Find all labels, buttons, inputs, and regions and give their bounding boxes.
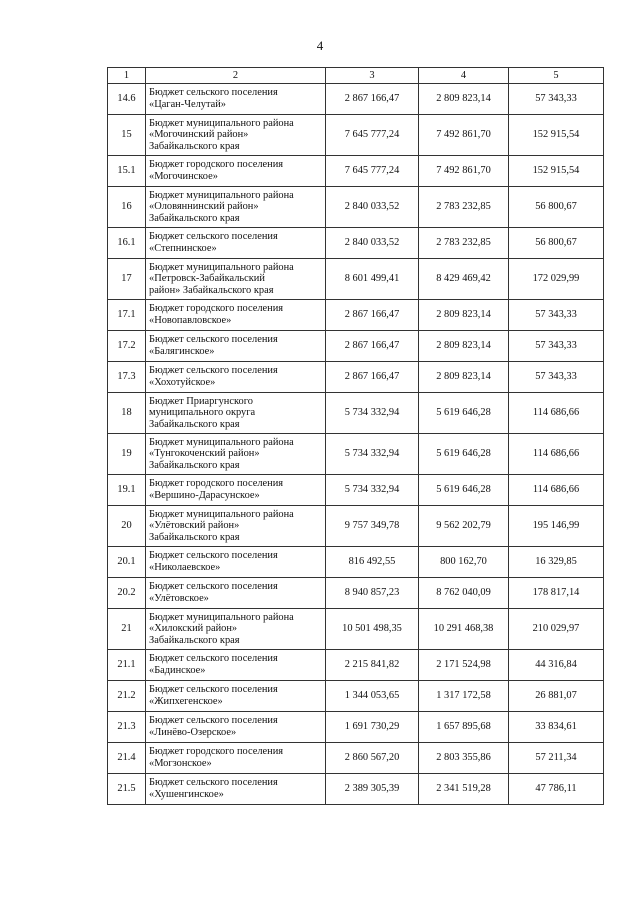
value-col-3: 2 840 033,52 xyxy=(326,187,419,228)
row-number: 17.1 xyxy=(108,300,146,331)
budget-name xyxy=(146,84,326,115)
budget-name xyxy=(146,547,326,578)
row-number: 19.1 xyxy=(108,475,146,506)
budget-name-line: «Балягинское» xyxy=(149,346,215,357)
value-col-3: 1 344 053,65 xyxy=(326,681,419,712)
budget-name-line: Бюджет муниципального района xyxy=(149,508,294,520)
budget-name-line: муниципального округа xyxy=(149,407,256,419)
value-col-5: 178 817,14 xyxy=(509,578,604,609)
budget-name-line: Бюджет сельского поселения xyxy=(149,334,278,346)
budget-table xyxy=(107,67,604,805)
value-col-3: 9 757 349,78 xyxy=(326,506,419,547)
row-number: 17 xyxy=(108,259,146,300)
row-number: 14.6 xyxy=(108,84,146,115)
value-col-3: 1 691 730,29 xyxy=(326,712,419,743)
budget-name-line: «Хушенгинское» xyxy=(149,789,224,800)
value-col-5: 114 686,66 xyxy=(509,434,604,475)
table-row xyxy=(108,115,604,156)
budget-name xyxy=(146,259,326,300)
table-row xyxy=(108,228,604,259)
value-col-5: 57 343,33 xyxy=(509,84,604,115)
budget-name xyxy=(146,650,326,681)
value-col-4: 8 429 469,42 xyxy=(419,259,509,300)
value-col-3: 5 734 332,94 xyxy=(326,393,419,434)
budget-name xyxy=(146,331,326,362)
value-col-5: 33 834,61 xyxy=(509,712,604,743)
budget-name-line: «Хилокский район» xyxy=(149,623,238,635)
value-col-3: 2 867 166,47 xyxy=(326,84,419,115)
header-col-4: 4 xyxy=(419,68,509,84)
row-number: 15 xyxy=(108,115,146,156)
value-col-5: 152 915,54 xyxy=(509,115,604,156)
value-col-4: 7 492 861,70 xyxy=(419,115,509,156)
budget-name xyxy=(146,475,326,506)
value-col-5: 56 800,67 xyxy=(509,187,604,228)
value-col-5: 57 211,34 xyxy=(509,743,604,774)
table-row xyxy=(108,156,604,187)
row-number: 20.1 xyxy=(108,547,146,578)
value-col-5: 26 881,07 xyxy=(509,681,604,712)
value-col-4: 8 762 040,09 xyxy=(419,578,509,609)
value-col-3: 7 645 777,24 xyxy=(326,156,419,187)
value-col-5: 44 316,84 xyxy=(509,650,604,681)
row-number: 21.1 xyxy=(108,650,146,681)
table-row xyxy=(108,506,604,547)
value-col-4: 1 657 895,68 xyxy=(419,712,509,743)
budget-name-line: Бюджет сельского поселения xyxy=(149,653,278,665)
row-number: 21 xyxy=(108,609,146,650)
budget-name-line: Забайкальского края xyxy=(149,418,240,430)
value-col-3: 7 645 777,24 xyxy=(326,115,419,156)
budget-name-line: Бюджет городского поселения xyxy=(149,478,284,490)
budget-name-line: Бюджет городского поселения xyxy=(149,159,284,171)
budget-name-line: Бюджет муниципального района xyxy=(149,189,294,201)
value-col-4: 2 803 355,86 xyxy=(419,743,509,774)
value-col-4: 2 783 232,85 xyxy=(419,228,509,259)
budget-name-line: Бюджет муниципального района xyxy=(149,117,294,129)
value-col-4: 2 171 524,98 xyxy=(419,650,509,681)
row-number: 19 xyxy=(108,434,146,475)
header-col-1: 1 xyxy=(108,68,146,84)
value-col-4: 2 809 823,14 xyxy=(419,84,509,115)
value-col-3: 2 840 033,52 xyxy=(326,228,419,259)
value-col-3: 2 867 166,47 xyxy=(326,300,419,331)
table-row xyxy=(108,475,604,506)
value-col-3: 816 492,55 xyxy=(326,547,419,578)
budget-name-line: Бюджет сельского поселения xyxy=(149,231,278,243)
value-col-4: 9 562 202,79 xyxy=(419,506,509,547)
budget-name xyxy=(146,434,326,475)
value-col-4: 2 809 823,14 xyxy=(419,362,509,393)
value-col-4: 5 619 646,28 xyxy=(419,393,509,434)
table-row xyxy=(108,547,604,578)
budget-name-line: Забайкальского края xyxy=(149,531,240,543)
budget-name xyxy=(146,228,326,259)
budget-name-line: «Могочинское» xyxy=(149,171,218,182)
budget-name-line: «Улётовское» xyxy=(149,593,209,604)
row-number: 21.4 xyxy=(108,743,146,774)
page-number: 4 xyxy=(316,38,324,53)
table-row xyxy=(108,331,604,362)
value-col-5: 47 786,11 xyxy=(509,774,604,805)
budget-name-line: Бюджет сельского поселения xyxy=(149,581,278,593)
budget-name-line: Бюджет городского поселения xyxy=(149,746,284,758)
budget-name xyxy=(146,506,326,547)
row-number: 16.1 xyxy=(108,228,146,259)
budget-name-line: «Могочинский район» xyxy=(149,129,249,141)
budget-name-line: «Тунгокоченский район» xyxy=(149,448,260,460)
budget-name-line: «Улётовский район» xyxy=(149,520,240,532)
budget-name-line: Забайкальского края xyxy=(149,140,240,152)
value-col-3: 10 501 498,35 xyxy=(326,609,419,650)
value-col-5: 210 029,97 xyxy=(509,609,604,650)
value-col-3: 2 860 567,20 xyxy=(326,743,419,774)
budget-name-line: Бюджет сельского поселения xyxy=(149,550,278,562)
budget-name xyxy=(146,362,326,393)
table-row xyxy=(108,362,604,393)
budget-name-line: Бюджет сельского поселения xyxy=(149,365,278,377)
value-col-4: 1 317 172,58 xyxy=(419,681,509,712)
budget-name-line: Бюджет городского поселения xyxy=(149,303,284,315)
row-number: 21.2 xyxy=(108,681,146,712)
value-col-4: 2 341 519,28 xyxy=(419,774,509,805)
row-number: 21.3 xyxy=(108,712,146,743)
value-col-5: 57 343,33 xyxy=(509,362,604,393)
value-col-3: 2 215 841,82 xyxy=(326,650,419,681)
budget-name-line: «Линёво-Озерское» xyxy=(149,727,237,738)
budget-name-line: «Петровск-Забайкальский xyxy=(149,273,265,285)
value-col-4: 7 492 861,70 xyxy=(419,156,509,187)
table-row xyxy=(108,712,604,743)
value-col-3: 2 867 166,47 xyxy=(326,362,419,393)
table-row xyxy=(108,743,604,774)
table-row xyxy=(108,300,604,331)
value-col-4: 5 619 646,28 xyxy=(419,475,509,506)
budget-name xyxy=(146,712,326,743)
budget-name-line: «Жипхегенское» xyxy=(149,696,223,707)
budget-name-line: район» Забайкальского края xyxy=(149,284,274,296)
budget-name-line: Бюджет муниципального района xyxy=(149,436,294,448)
header-col-3: 3 xyxy=(326,68,419,84)
value-col-3: 8 940 857,23 xyxy=(326,578,419,609)
value-col-3: 2 389 305,39 xyxy=(326,774,419,805)
budget-name-line: «Вершино-Дарасунское» xyxy=(149,490,260,501)
table-row xyxy=(108,681,604,712)
budget-name-line: Забайкальского края xyxy=(149,459,240,471)
budget-name-line: Бюджет муниципального района xyxy=(149,261,294,273)
value-col-3: 2 867 166,47 xyxy=(326,331,419,362)
value-col-5: 114 686,66 xyxy=(509,393,604,434)
row-number: 21.5 xyxy=(108,774,146,805)
budget-name xyxy=(146,774,326,805)
budget-name-line: Бюджет Приаргунского xyxy=(149,395,253,407)
budget-name-line: «Николаевское» xyxy=(149,562,221,573)
value-col-4: 2 809 823,14 xyxy=(419,331,509,362)
table-row xyxy=(108,609,604,650)
budget-name xyxy=(146,156,326,187)
table-header-row xyxy=(108,68,604,84)
table-row xyxy=(108,393,604,434)
value-col-5: 172 029,99 xyxy=(509,259,604,300)
budget-name-line: Забайкальского края xyxy=(149,212,240,224)
value-col-4: 10 291 468,38 xyxy=(419,609,509,650)
budget-table-body xyxy=(108,68,604,805)
budget-name-line: «Цаган-Челутай» xyxy=(149,99,226,110)
value-col-4: 5 619 646,28 xyxy=(419,434,509,475)
table-row xyxy=(108,259,604,300)
table-row xyxy=(108,774,604,805)
budget-name-line: Бюджет муниципального района xyxy=(149,611,294,623)
budget-name xyxy=(146,393,326,434)
table-row xyxy=(108,434,604,475)
budget-name-line: «Могзонское» xyxy=(149,758,212,769)
row-number: 17.2 xyxy=(108,331,146,362)
budget-name-line: Бюджет сельского поселения xyxy=(149,715,278,727)
header-col-2: 2 xyxy=(146,68,326,84)
value-col-5: 57 343,33 xyxy=(509,300,604,331)
header-col-5: 5 xyxy=(509,68,604,84)
budget-name xyxy=(146,609,326,650)
budget-name xyxy=(146,578,326,609)
table-row xyxy=(108,84,604,115)
value-col-5: 114 686,66 xyxy=(509,475,604,506)
budget-name-line: «Бадинское» xyxy=(149,665,206,676)
value-col-3: 5 734 332,94 xyxy=(326,475,419,506)
budget-name xyxy=(146,187,326,228)
table-row xyxy=(108,187,604,228)
budget-name xyxy=(146,681,326,712)
budget-name-line: «Новопавловское» xyxy=(149,315,232,326)
value-col-5: 152 915,54 xyxy=(509,156,604,187)
row-number: 16 xyxy=(108,187,146,228)
budget-name xyxy=(146,743,326,774)
value-col-3: 5 734 332,94 xyxy=(326,434,419,475)
row-number: 15.1 xyxy=(108,156,146,187)
budget-name-line: «Хохотуйское» xyxy=(149,377,216,388)
table-row xyxy=(108,578,604,609)
value-col-5: 195 146,99 xyxy=(509,506,604,547)
value-col-4: 800 162,70 xyxy=(419,547,509,578)
value-col-5: 16 329,85 xyxy=(509,547,604,578)
budget-name xyxy=(146,300,326,331)
budget-name-line: Бюджет сельского поселения xyxy=(149,684,278,696)
budget-name-line: «Оловяннинский район» xyxy=(149,201,259,213)
value-col-3: 8 601 499,41 xyxy=(326,259,419,300)
row-number: 20.2 xyxy=(108,578,146,609)
budget-name-line: «Степнинское» xyxy=(149,243,217,254)
value-col-5: 57 343,33 xyxy=(509,331,604,362)
row-number: 17.3 xyxy=(108,362,146,393)
budget-name-line: Бюджет сельского поселения xyxy=(149,87,278,99)
row-number: 18 xyxy=(108,393,146,434)
budget-name xyxy=(146,115,326,156)
value-col-5: 56 800,67 xyxy=(509,228,604,259)
budget-name-line: Бюджет сельского поселения xyxy=(149,777,278,789)
value-col-4: 2 783 232,85 xyxy=(419,187,509,228)
row-number: 20 xyxy=(108,506,146,547)
table-row xyxy=(108,650,604,681)
budget-name-line: Забайкальского края xyxy=(149,634,240,646)
value-col-4: 2 809 823,14 xyxy=(419,300,509,331)
